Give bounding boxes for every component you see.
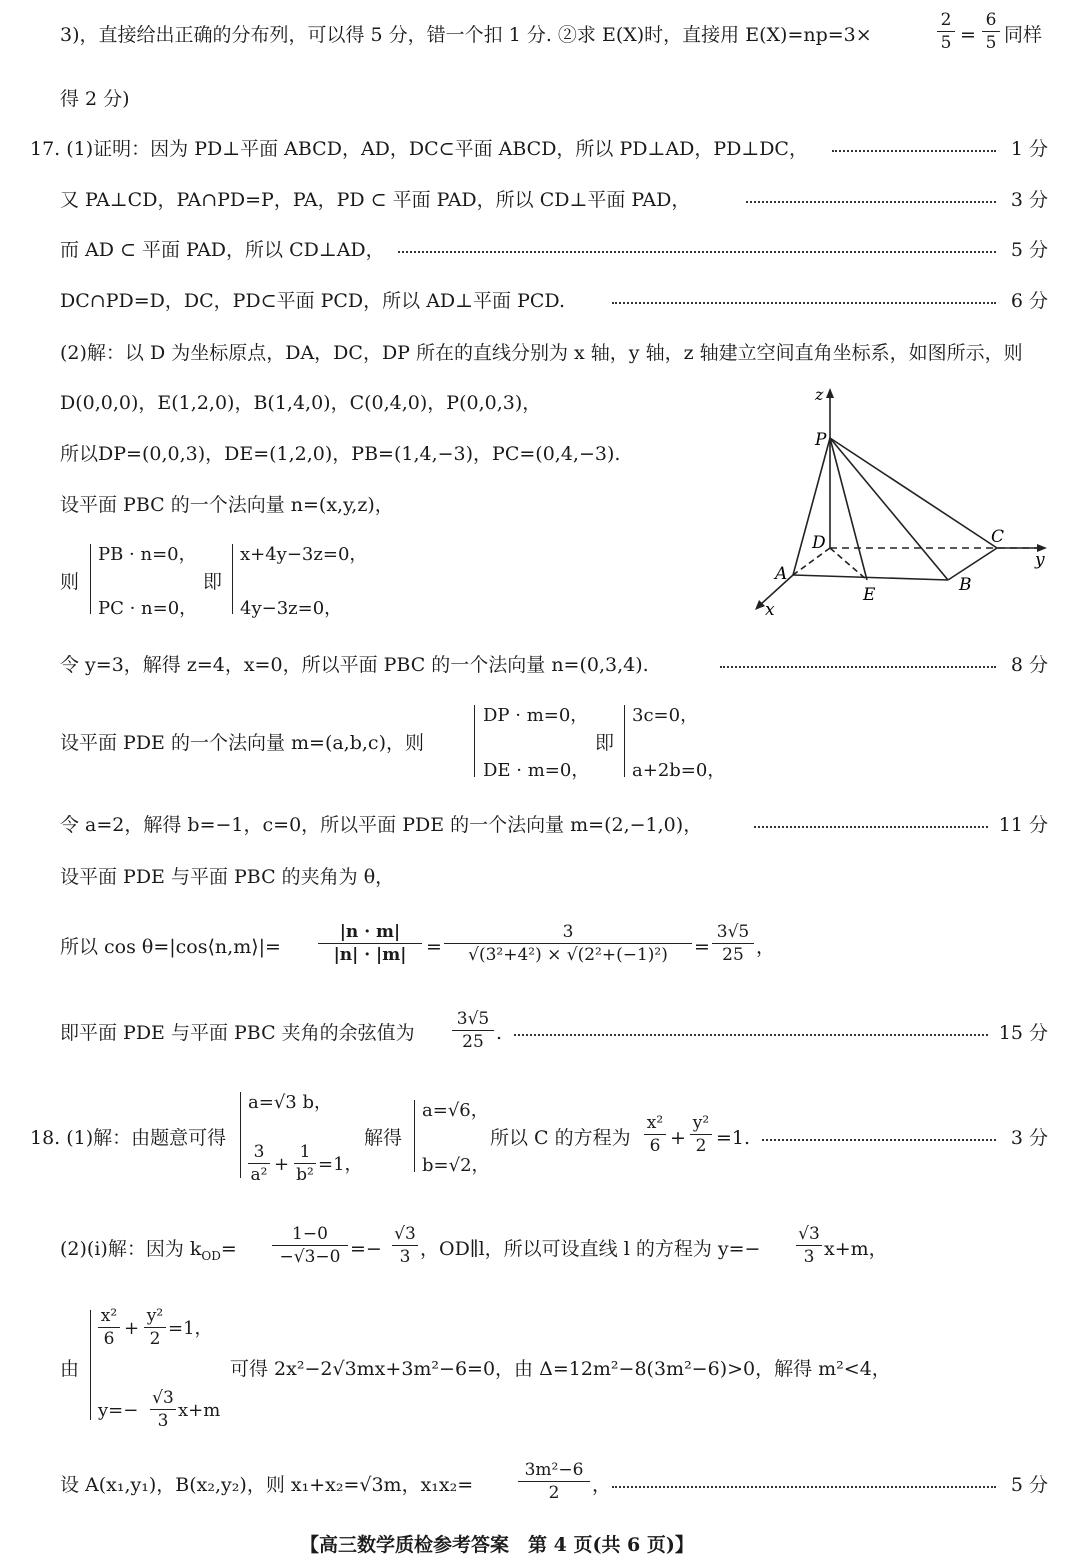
text-line: (2)(i)解：因为 $k_{OD}=$	[60, 1238, 237, 1263]
fraction: y² 2	[144, 1306, 166, 1349]
brace	[90, 1310, 91, 1420]
brace	[414, 1100, 415, 1172]
fraction: √3 3	[150, 1388, 176, 1431]
label-P: P	[815, 430, 827, 450]
fraction: √3 3	[392, 1224, 418, 1267]
fraction: 1 b²	[294, 1142, 316, 1185]
equation: a+2b=0，	[632, 760, 726, 781]
text-line: 令 y=3，解得 z=4，x=0，所以平面 PBC 的一个法向量 n=(0,3,4).	[60, 654, 649, 676]
equation: a=√3 b，	[248, 1092, 332, 1113]
text-line: 设 A(x₁,y₁)，B(x₂,y₂)，则 x₁+x₂=√3m，x₁x₂=	[60, 1474, 474, 1496]
text-line: 即	[595, 732, 615, 754]
plus-sign: +	[274, 1154, 290, 1175]
text-line: 17. (1)证明：因为 PD⊥平面 ABCD，AD，DC⊂平面 ABCD，所以 PD⊥AD，PD⊥DC，	[30, 138, 808, 160]
dot-leader	[612, 1484, 996, 1488]
brace	[624, 705, 625, 777]
fraction: |n · m| |n| · |m|	[318, 922, 422, 965]
text-line: 令 a=2，解得 b=−1，c=0，所以平面 PDE 的一个法向量 m=(2,−1,0)，	[60, 814, 703, 836]
score-label: 5 分	[1010, 1474, 1048, 1496]
score-label: 3 分	[1010, 1127, 1048, 1149]
text-line: ，OD∥l，所以可设直线 l 的方程为 y=−	[420, 1238, 761, 1260]
equation: =1，	[168, 1318, 213, 1339]
equation: DE · m=0，	[483, 760, 590, 781]
brace	[90, 544, 91, 614]
equals-sign: =	[694, 936, 710, 958]
dot-leader	[720, 664, 996, 668]
equation: 3c=0，	[632, 705, 699, 726]
text-line: 得 2 分)	[60, 88, 130, 110]
score-label: 6 分	[1010, 290, 1048, 312]
text-line: 所以 C 的方程为	[490, 1127, 631, 1149]
fraction: 3√5 25	[452, 1009, 494, 1052]
fraction: 3√5 25	[712, 922, 754, 965]
equation: y=−	[98, 1400, 139, 1421]
score-label: 15 分	[998, 1022, 1048, 1044]
label-E: E	[863, 585, 876, 605]
coordinate-figure	[745, 380, 1055, 620]
edge-AB	[793, 575, 948, 580]
text-line: (2)解：以 D 为坐标原点，DA，DC，DP 所在的直线分别为 x 轴，y 轴，z 轴建立空间直角坐标系，如图所示，则	[60, 342, 1023, 364]
text-line: DC∩PD=D，DC，PD⊂平面 PCD，所以 AD⊥平面 PCD.	[60, 290, 565, 312]
comma: ，	[756, 936, 776, 958]
fraction: y² 2	[690, 1113, 712, 1156]
fraction: x² 6	[644, 1113, 666, 1156]
score-label: 3 分	[1010, 189, 1048, 211]
fraction: 3 √(3²+4²) × √(2²+(−1)²)	[444, 922, 692, 965]
fraction: 3 a²	[248, 1142, 270, 1185]
equation: x+m	[178, 1400, 221, 1421]
text-line: 设平面 PDE 的一个法向量 m=(a,b,c)，则	[60, 732, 424, 754]
equation: 4y−3z=0，	[240, 598, 343, 619]
label-z: z	[815, 385, 824, 404]
fraction: 3m²−6 2	[518, 1460, 590, 1503]
plus-sign: +	[124, 1318, 140, 1339]
score-label: 1 分	[1010, 138, 1048, 160]
label-C: C	[991, 527, 1005, 547]
fraction: x² 6	[98, 1306, 120, 1349]
text-line: 而 AD ⊂ 平面 PAD，所以 CD⊥AD，	[60, 239, 385, 261]
equation: DP · m=0，	[483, 705, 589, 726]
score-label: 11 分	[998, 814, 1048, 836]
score-label: 5 分	[1010, 239, 1048, 261]
label-B: B	[959, 575, 972, 595]
label-D: D	[812, 533, 826, 553]
z-arrow	[826, 388, 834, 398]
text-line: 设平面 PDE 与平面 PBC 的夹角为 θ，	[60, 866, 395, 888]
edge-PA	[793, 438, 830, 575]
fraction: √3 3	[796, 1224, 822, 1267]
dot-leader	[746, 199, 996, 203]
text-line: 即	[203, 571, 223, 593]
period: .	[496, 1022, 503, 1044]
equation: PB · n=0，	[98, 544, 197, 565]
text-line: ，	[592, 1474, 612, 1496]
label-y: y	[1035, 550, 1045, 570]
text-line: 所以 cos θ=|cos⟨n,m⟩|=	[60, 936, 281, 958]
equals-sign: =	[426, 936, 442, 958]
equation: PC · n=0，	[98, 598, 198, 619]
dot-leader	[398, 249, 996, 253]
brace	[232, 544, 233, 614]
edge-BC	[948, 548, 997, 580]
dot-leader	[762, 1137, 996, 1141]
text-line: 同样	[1004, 24, 1043, 46]
equation: a=√6，	[422, 1100, 489, 1121]
text-line: 设平面 PBC 的一个法向量 n=(x,y,z)，	[60, 494, 394, 516]
text-line: 解得	[364, 1127, 403, 1149]
text-line: x+m，	[824, 1238, 888, 1260]
plus-sign: +	[670, 1127, 686, 1149]
dot-leader	[514, 1032, 988, 1036]
text-line: 又 PA⊥CD，PA∩PD=P，PA，PD ⊂ 平面 PAD，所以 CD⊥平面 PAD，	[60, 189, 691, 211]
dot-leader	[754, 824, 988, 828]
label-A: A	[775, 564, 788, 584]
label-x: x	[765, 600, 775, 620]
equation: b=√2，	[422, 1155, 490, 1176]
equals-sign: =	[960, 24, 976, 46]
brace	[474, 705, 475, 777]
page-footer: 【高三数学质检参考答案 第 4 页(共 6 页)】	[300, 1534, 694, 1556]
edge-DE	[830, 548, 867, 580]
fraction: 2 5	[937, 10, 955, 53]
equation: =1，	[318, 1154, 363, 1175]
fraction: 6 5	[982, 10, 1000, 53]
score-label: 8 分	[1010, 654, 1048, 676]
text-line: 3)，直接给出正确的分布列，可以得 5 分，错一个扣 1 分. ②求 E(X)时，直接用 E(X)=np=3×	[60, 24, 872, 46]
text-line: 可得 2x²−2√3mx+3m²−6=0，由 Δ=12m²−8(3m²−6)>0，解得 m²<4，	[230, 1358, 891, 1380]
text-line: 则	[60, 571, 80, 593]
text-line: =1.	[716, 1127, 751, 1149]
brace	[240, 1092, 241, 1178]
fraction: 1−0 −√3−0	[272, 1224, 348, 1267]
text-line: D(0,0,0)，E(1,2,0)，B(1,4,0)，C(0,4,0)，P(0,0,3)，	[60, 392, 542, 414]
dot-leader	[612, 300, 996, 304]
equation: x+4y−3z=0，	[240, 544, 368, 565]
text-line: 18. (1)解：由题意可得	[30, 1127, 227, 1149]
text-line: 所以DP=(0,0,3)，DE=(1,2,0)，PB=(1,4,−3)，PC=(0,4,−3).	[60, 443, 621, 465]
dot-leader	[832, 148, 996, 152]
text-line: 由	[60, 1358, 80, 1380]
text-line: 即平面 PDE 与平面 PBC 夹角的余弦值为	[60, 1022, 415, 1044]
text-line: =−	[350, 1238, 382, 1260]
